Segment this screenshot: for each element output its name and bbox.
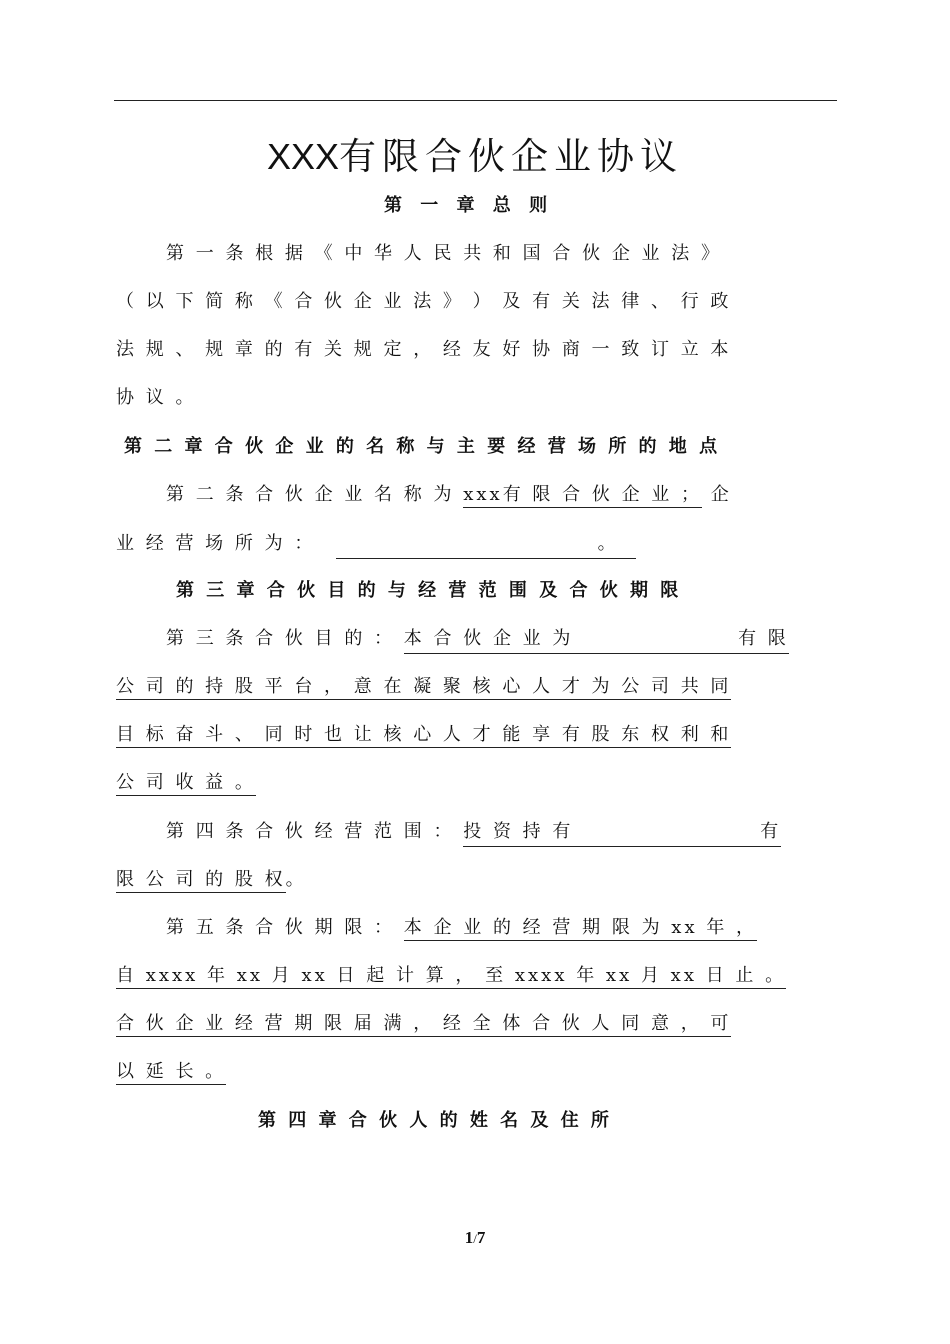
purpose-text-1 [404, 627, 789, 654]
article-1-line-4: 协 议 。 [116, 387, 197, 408]
article-2-suffix: 企 [710, 484, 732, 505]
purpose-text-3: 目 标 奋 斗 、 同 时 也 让 核 心 人 才 能 享 有 股 东 权 利 和 [116, 724, 731, 748]
article-3-line-1 [166, 627, 789, 654]
header-rule [114, 100, 837, 101]
business-location-label: 业 经 营 场 所 为 ： [116, 533, 316, 554]
purpose-part-b: 有 限 [738, 628, 789, 649]
article-1-line-2: （ 以 下 简 称 《 合 伙 企 业 法 》 ） 及 有 关 法 律 、 行 政 [116, 291, 732, 312]
chapter-4-heading: 第 四 章 合 伙 人 的 姓 名 及 住 所 [258, 1110, 612, 1131]
chapter-1-heading: 第 一 章 总 则 [384, 195, 554, 216]
article-3-line-4 [116, 771, 256, 795]
chapter-3-heading: 第 三 章 合 伙 目 的 与 经 营 范 围 及 合 伙 期 限 [176, 580, 682, 601]
term-text-4: 以 延 长 。 [116, 1061, 226, 1085]
page-current: 1 [464, 1228, 474, 1247]
article-4-line-1 [166, 820, 781, 847]
term-text-3: 合 伙 企 业 经 营 期 限 届 满 ， 经 全 体 合 伙 人 同 意 ， 可 [116, 1013, 731, 1037]
article-5-line-3 [116, 1012, 731, 1036]
scope-text-2: 限 公 司 的 股 权 [116, 869, 286, 893]
article-2-line-1 [166, 483, 732, 507]
scope-text-1 [463, 820, 781, 847]
title-text: 有限合伙企业协议 [339, 135, 684, 178]
term-text-2: 自 xxxx 年 xx 月 xx 日 起 计 算 ， 至 xxxx 年 xx 月 xx 日 止 。 [116, 965, 786, 989]
scope-part-b: 有 [760, 821, 782, 842]
purpose-text-4: 公 司 收 益 。 [116, 772, 256, 796]
chapter-2-heading: 第 二 章 合 伙 企 业 的 名 称 与 主 要 经 营 场 所 的 地 点 [124, 436, 721, 457]
purpose-part-a: 本 合 伙 企 业 为 [403, 628, 574, 649]
article-2-prefix: 第 二 条 合 伙 企 业 名 称 为 [166, 484, 455, 505]
document-title [0, 132, 950, 182]
business-location-blank [336, 532, 636, 559]
business-location-end: 。 [597, 533, 619, 554]
article-5-line-4 [116, 1060, 226, 1084]
term-text-1: 本 企 业 的 经 营 期 限 为 xx 年 ， [404, 917, 757, 941]
purpose-text-2: 公 司 的 持 股 平 台 ， 意 在 凝 聚 核 心 人 才 为 公 司 共 同 [116, 676, 731, 700]
article-4-prefix: 第 四 条 合 伙 经 营 范 围 ： [166, 821, 455, 842]
article-3-prefix: 第 三 条 合 伙 目 的 ： [166, 628, 396, 649]
page-separator: / [473, 1231, 477, 1246]
partnership-name: xxx有 限 合 伙 企 业 ； [463, 484, 702, 508]
title-prefix: XXX [266, 136, 340, 177]
scope-end: 。 [285, 869, 307, 890]
article-3-line-3 [116, 723, 731, 747]
article-2-line-2 [116, 532, 636, 559]
scope-part-a: 投 资 持 有 [463, 821, 574, 842]
page-number [0, 1228, 950, 1248]
article-5-line-2 [116, 964, 786, 988]
page-total: 7 [476, 1228, 486, 1247]
article-3-line-2 [116, 675, 731, 699]
article-5-line-1 [166, 916, 757, 940]
article-5-prefix: 第 五 条 合 伙 期 限 ： [166, 917, 396, 938]
article-4-line-2 [116, 868, 307, 892]
article-1-line-3: 法 规 、 规 章 的 有 关 规 定 ， 经 友 好 协 商 一 致 订 立 本 [116, 339, 732, 360]
article-1-line-1: 第 一 条 根 据 《 中 华 人 民 共 和 国 合 伙 企 业 法 》 [166, 243, 722, 264]
